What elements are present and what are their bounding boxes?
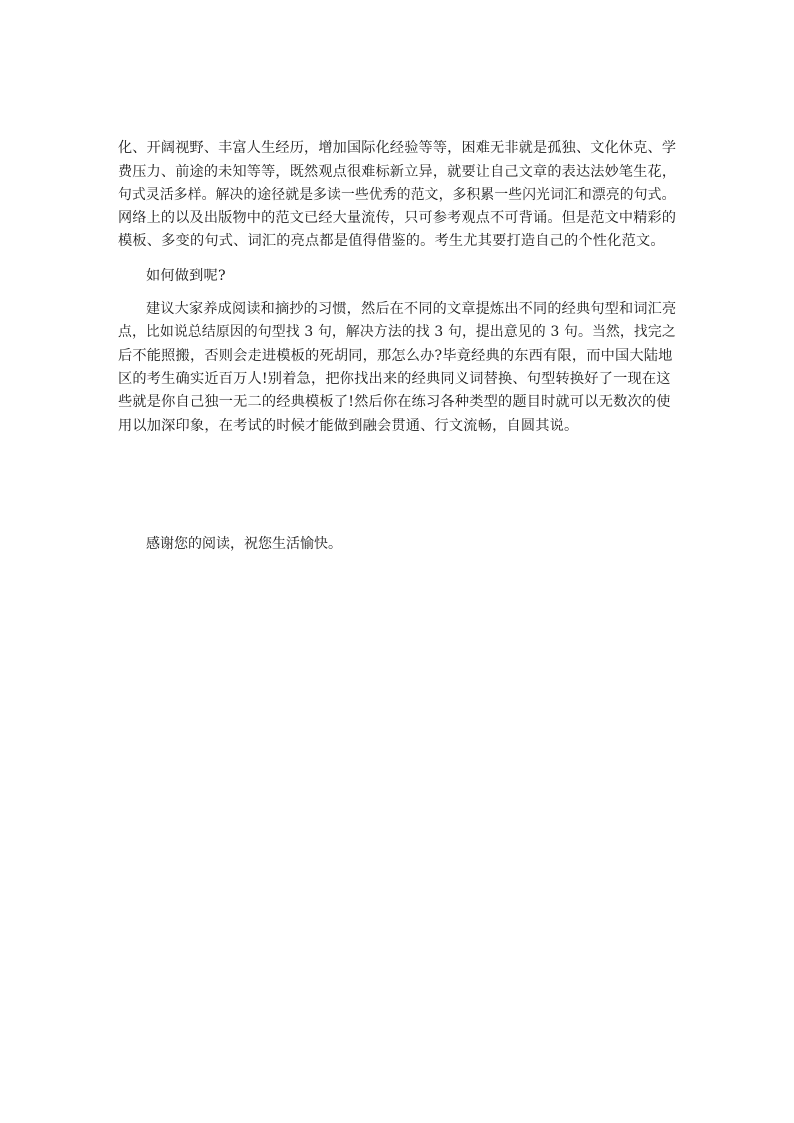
paragraph-1-line: 化、开阔视野、丰富人生经历，增加国际化经验等等，困难无非就是孤独、文化休克、学 [118, 140, 677, 156]
paragraph-2-line: 区的考生确实近百万人!别着急，把你找出来的经典同义词替换、句型转换好了一现在这 [118, 371, 671, 387]
paragraph-1-line: 句式灵活多样。解决的途径就是多读一些优秀的范文，多积累一些闪光词汇和漂亮的句式。 [118, 187, 676, 203]
paragraph-2-line: 用以加深印象，在考试的时候才能做到融会贯通、行文流畅，自圆其说。 [118, 418, 579, 434]
paragraph-1-line: 模板、多变的句式、词汇的亮点都是值得借鉴的。考生尤其要打造自己的个性化范文。 [118, 233, 665, 249]
paragraph-2-line: 些就是你自己独一无二的经典模板了!然后你在练习各种类型的题目时就可以无数次的使 [118, 394, 671, 410]
paragraph-2-line: 建议大家养成阅读和摘抄的习惯，然后在不同的文章提炼出不同的经典句型和词汇亮 [146, 301, 677, 317]
paragraph-1-line: 费压力、前途的未知等等，既然观点很难标新立异，就要让自己文章的表达法妙笔生花， [118, 164, 677, 180]
paragraph-2-line: 后不能照搬，否则会走进模板的死胡同，那怎么办?毕竟经典的东西有限，而中国大陆地 [118, 348, 673, 364]
paragraph-2-line: 点，比如说总结原因的句型找 3 句，解决方法的找 3 句，提出意见的 3 句。当然，找完之 [118, 324, 676, 340]
paragraph-1-line: 网络上的以及出版物中的范文已经大量流传，只可参考观点不可背诵。但是范文中精彩的 [118, 210, 677, 226]
question-line: 如何做到呢? [146, 268, 226, 284]
closing-line: 感谢您的阅读，祝您生活愉快。 [146, 536, 342, 552]
